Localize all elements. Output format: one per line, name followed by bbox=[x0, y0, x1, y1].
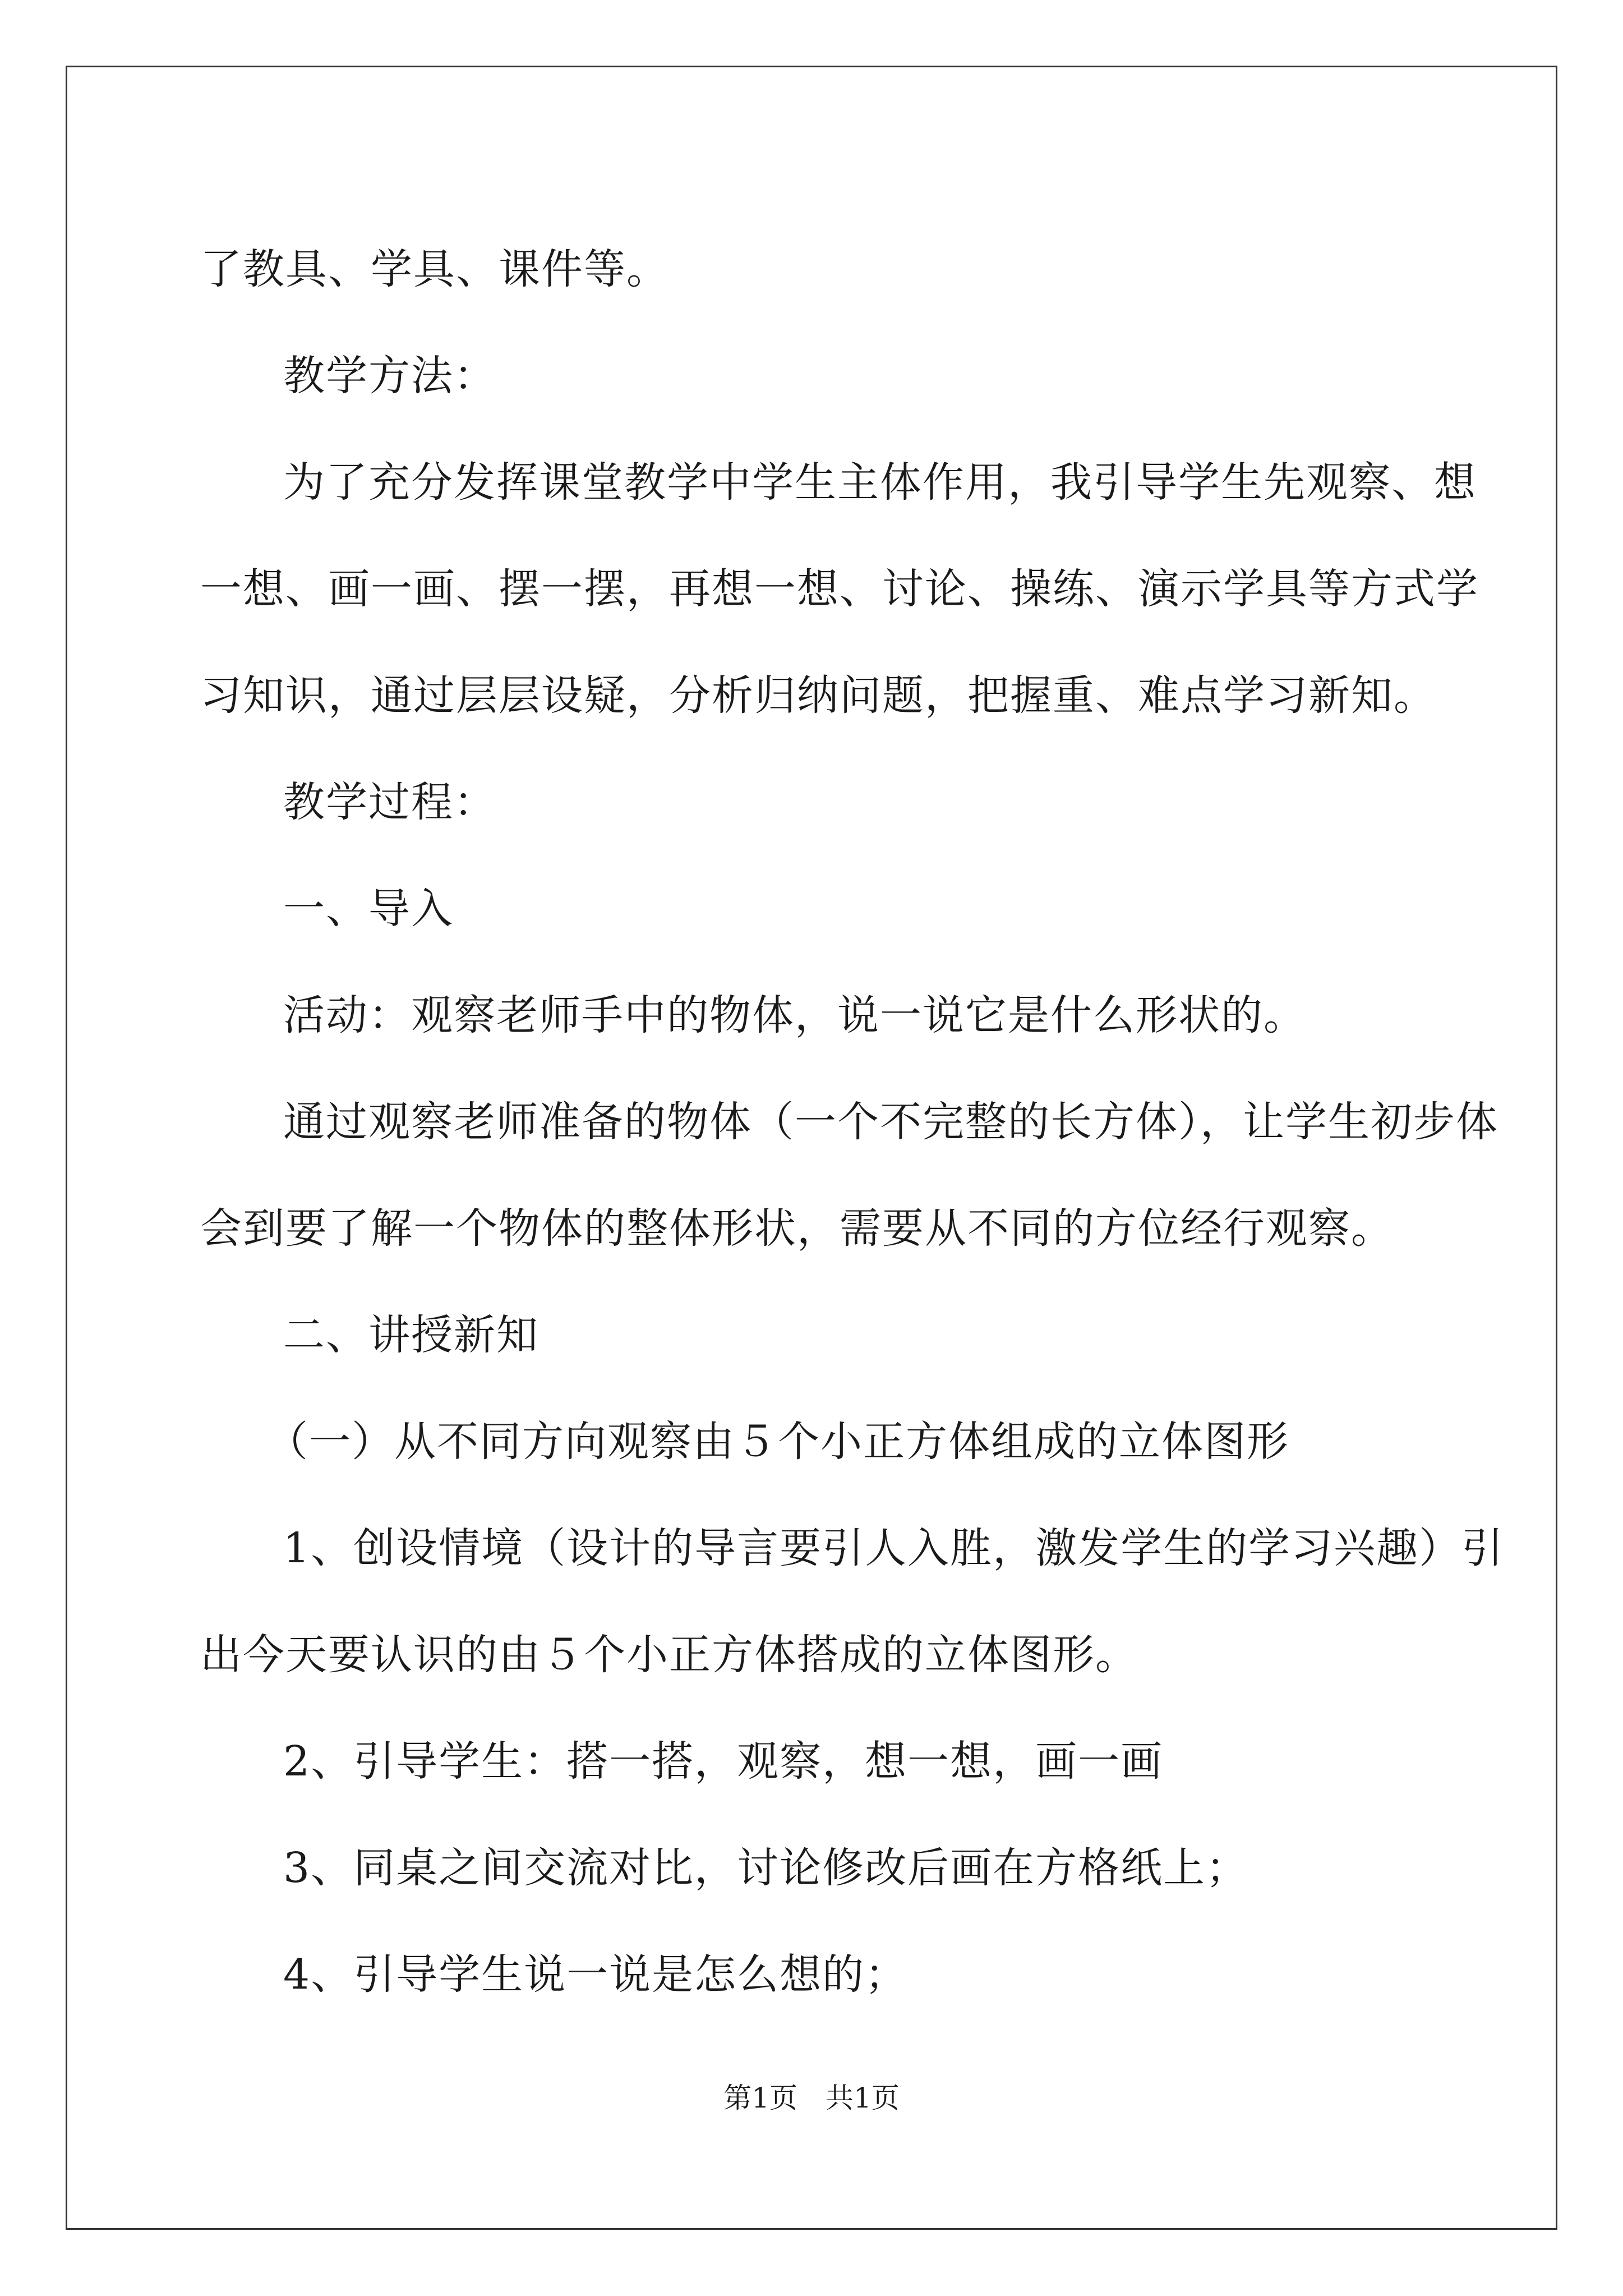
paragraph bbox=[200, 1069, 1498, 1282]
paragraph bbox=[200, 855, 1434, 962]
text-line: 一想、画一画、摆一摆，再想一想、讨论、操练、演示学具等方式学 bbox=[200, 565, 1479, 613]
text-line: 活动：观察老师手中的物体，说一说它是什么形状的。 bbox=[283, 991, 1306, 1039]
subsection-heading: （一）从不同方向观察由５个小正方体组成的立体图形 bbox=[266, 1418, 1289, 1466]
section-heading: 二、讲授新知 bbox=[283, 1311, 539, 1359]
text-line: 习知识，通过层层设疑，分析归纳问题，把握重、难点学习新知。 bbox=[200, 671, 1436, 720]
text-line: 出今天要认识的由５个小正方体搭成的立体图形。 bbox=[200, 1631, 1138, 1679]
page-number: 第1页 bbox=[723, 2082, 797, 2114]
paragraph bbox=[200, 749, 1434, 855]
paragraph bbox=[200, 1388, 1434, 1495]
paragraph bbox=[200, 429, 1479, 749]
paragraph bbox=[200, 323, 1434, 429]
page-total: 共1页 bbox=[826, 2082, 900, 2114]
section-heading: 一、导入 bbox=[283, 885, 454, 933]
paragraph bbox=[200, 1815, 1434, 1921]
paragraph bbox=[200, 1495, 1505, 1708]
text-line: 4、引导学生说一说是怎么想的； bbox=[283, 1950, 908, 1999]
paragraph bbox=[200, 1282, 1434, 1388]
text-line: 会到要了解一个物体的整体形状，需要从不同的方位经行观察。 bbox=[200, 1204, 1394, 1253]
text-line: 通过观察老师准备的物体（一个不完整的长方体），让学生初步体 bbox=[283, 1098, 1498, 1146]
text-line: 2、引导学生：搭一搭，观察，想一想，画一画 bbox=[283, 1737, 1164, 1786]
text-line: 1、创设情境（设计的导言要引人入胜，激发学生的学习兴趣）引 bbox=[283, 1524, 1505, 1572]
text-line: 3、同桌之间交流对比，讨论修改后画在方格纸上； bbox=[283, 1844, 1249, 1892]
section-heading: 教学方法： bbox=[283, 352, 496, 400]
paragraph bbox=[200, 1921, 1434, 2028]
paragraph bbox=[200, 1708, 1434, 1815]
paragraph bbox=[200, 216, 1434, 323]
page-footer bbox=[0, 2081, 1623, 2115]
section-heading: 教学过程： bbox=[283, 778, 496, 826]
paragraph bbox=[200, 962, 1434, 1069]
text-line: 了教具、学具、课件等。 bbox=[200, 245, 669, 293]
text-line: 为了充分发挥课堂教学中学生主体作用，我引导学生先观察、想 bbox=[283, 458, 1477, 507]
document-body bbox=[200, 216, 1505, 2028]
